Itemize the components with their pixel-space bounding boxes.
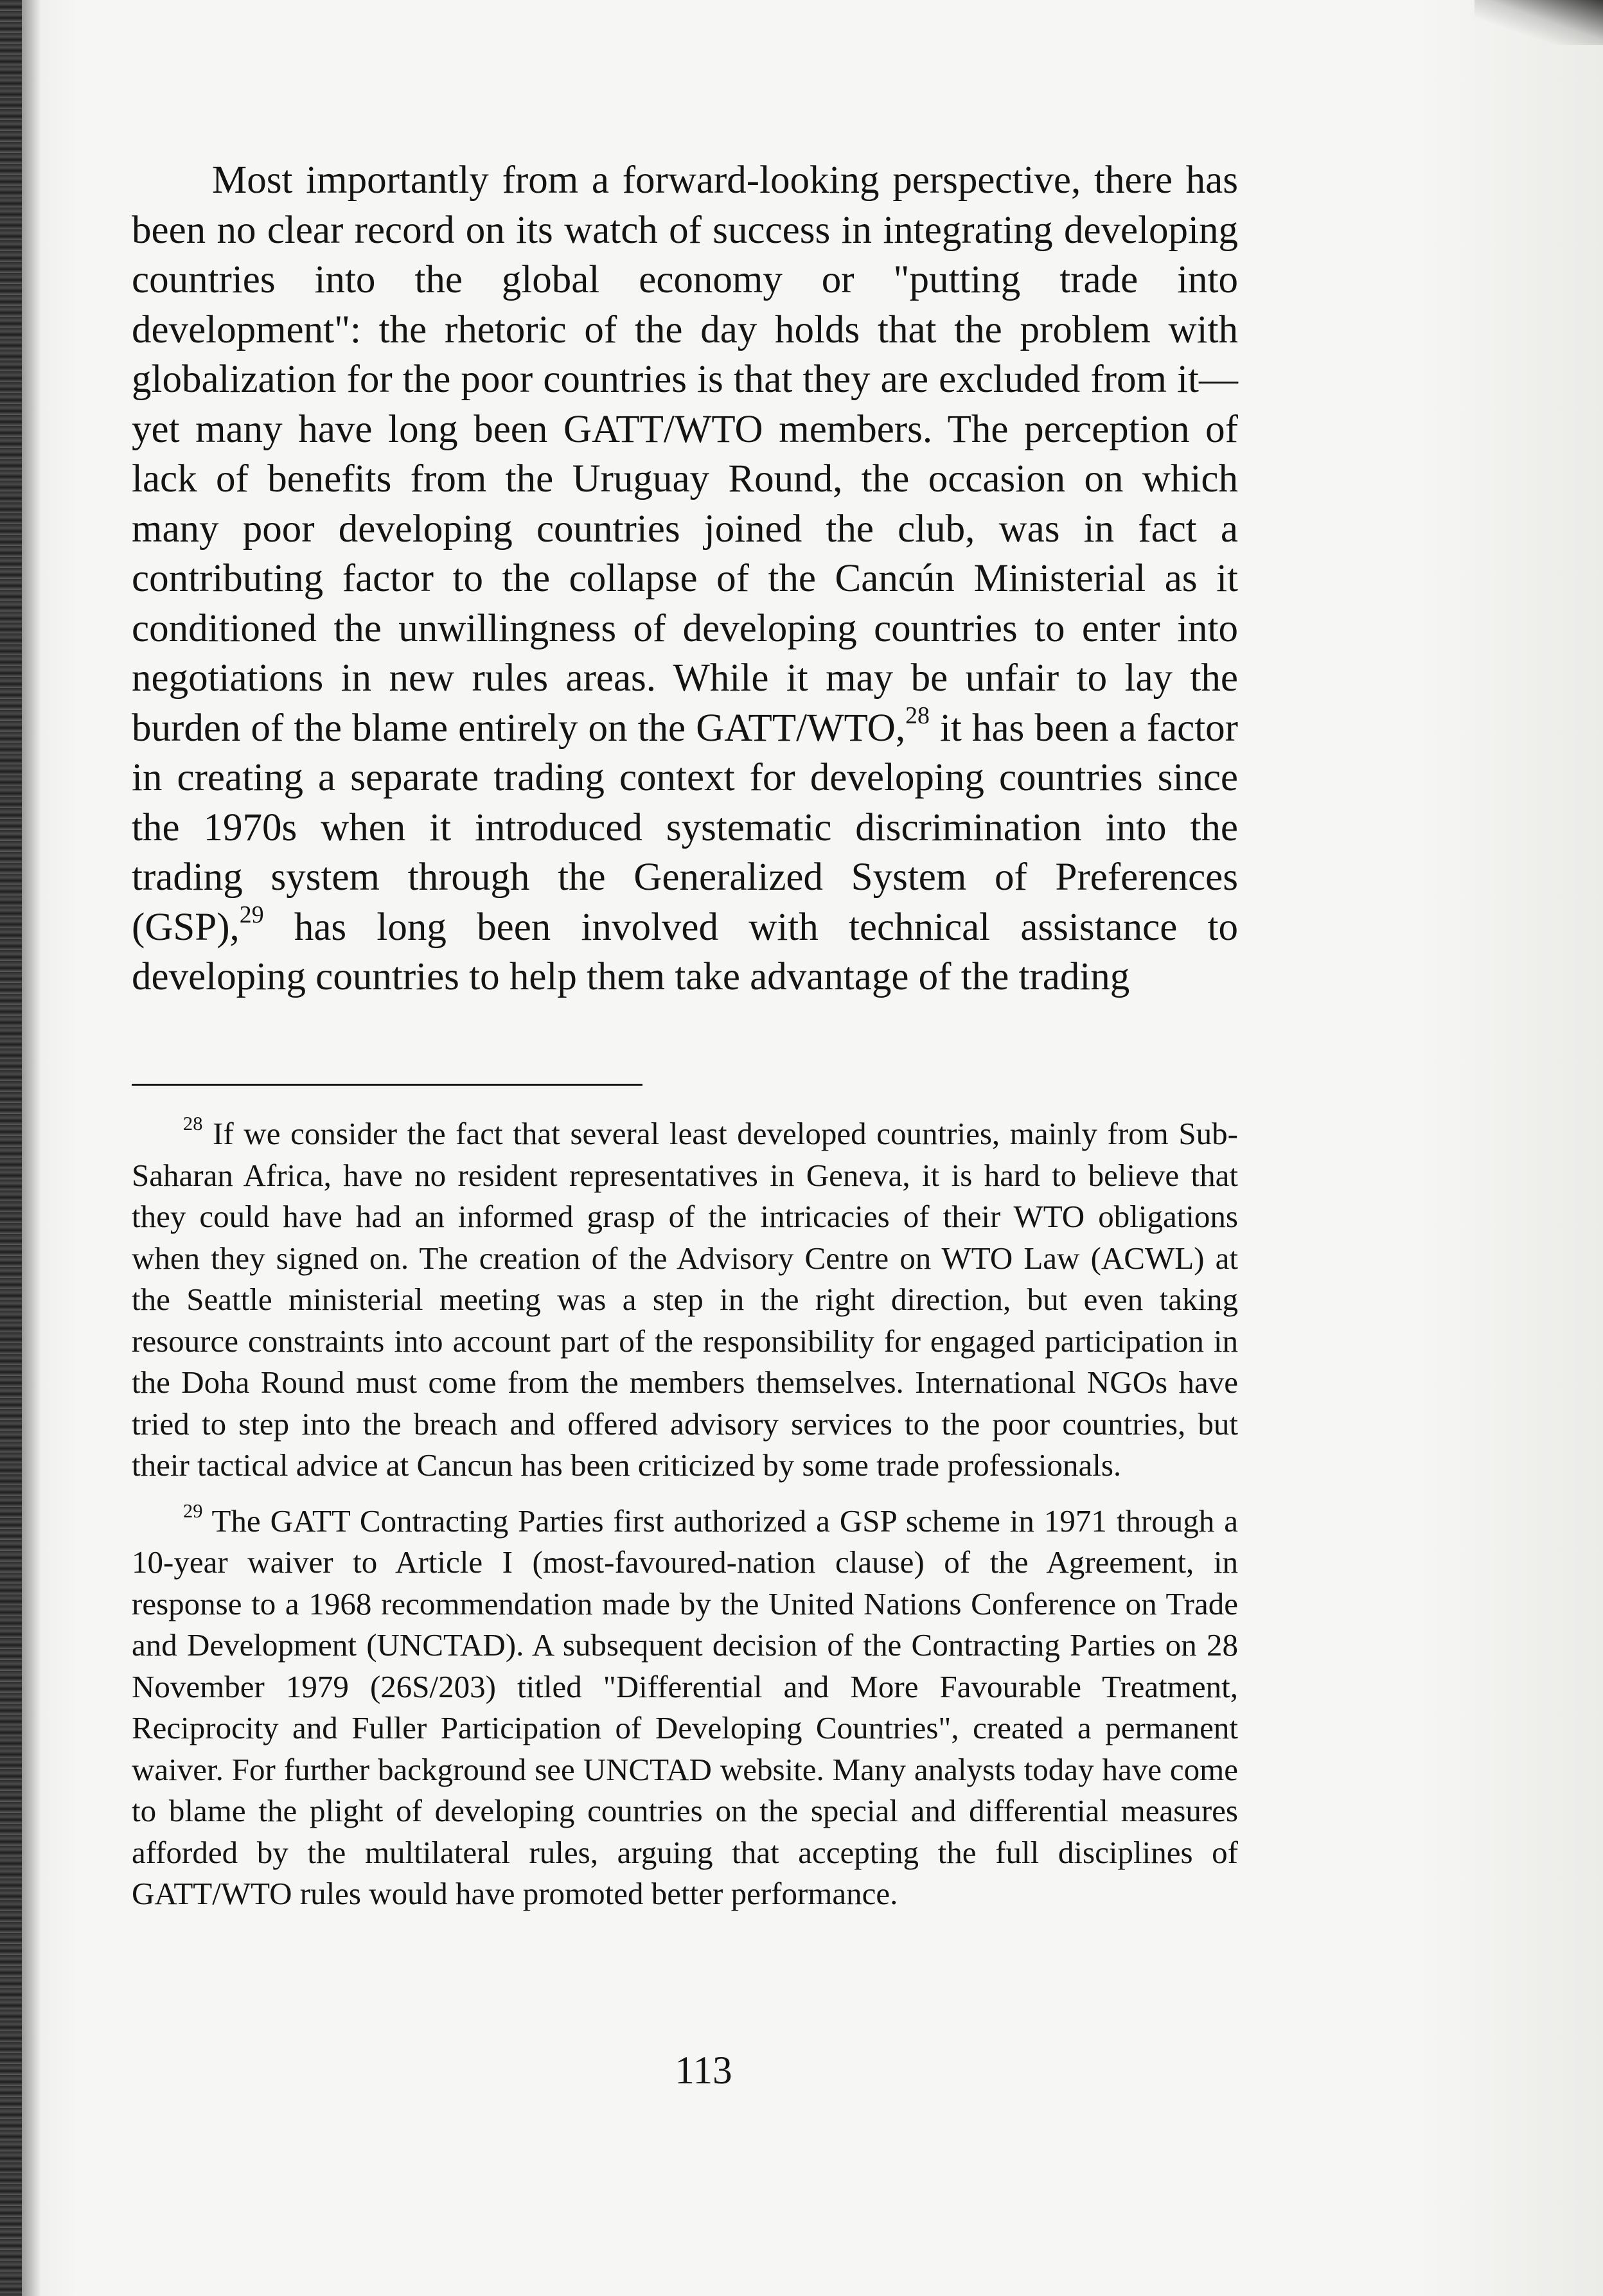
- footnote-28: [132, 1113, 1238, 1487]
- footnote-number: 28: [183, 1113, 203, 1135]
- footnote-reference-28: 28: [905, 702, 930, 729]
- binding-shadow: [22, 0, 41, 2296]
- footnote-reference-29: 29: [239, 901, 264, 928]
- paragraph-text-part-3: has long been involved with technical assistance to developing countries to help them take advantage of the trading: [132, 905, 1238, 998]
- binding-edge: [0, 0, 22, 2296]
- page-number: 113: [675, 2049, 732, 2092]
- paragraph-text-part-2: it has been a factor in creating a separate trading context for developing countries since the 1970s when it introduced systematic discrimination into the trading system through the Generalized System of Preferences (GSP),: [132, 706, 1238, 949]
- corner-shadow: [1475, 0, 1603, 45]
- footnote-number: 29: [183, 1499, 203, 1522]
- footnote-text: If we consider the fact that several least developed countries, mainly from Sub-Saharan Africa, have no resident representatives in Geneva, it is hard to believe that they could have had an informed grasp of the intricacies of their WTO obligations when they signed on. The creation of the Advisory Centre on WTO Law (ACWL) at the Seattle ministerial meeting was a step in the right direction, but even taking resource constraints into account part of the responsibility for engaged participation in the Doha Round must come from the members themselves. International NGOs have tried to step into the breach and offered advisory services to the poor countries, but their tactical advice at Cancun has been criticized by some trade professionals.: [132, 1116, 1238, 1483]
- footnotes-section: [132, 1113, 1238, 1929]
- footnote-29: [132, 1501, 1238, 1915]
- footnote-separator: [132, 1084, 642, 1086]
- footnote-text: The GATT Contracting Parties first authorized a GSP scheme in 1971 through a 10-year waiver to Article I (most-favoured-nation clause) of the Agreement, in response to a 1968 recommendation made by the United Nations Conference on Trade and Development (UNCTAD). A subsequent decision of the Contracting Parties on 28 November 1979 (26S/203) titled "Differential and More Favourable Treatment, Reciprocity and Fuller Participation of Developing Countries", created a permanent waiver. For further background see UNCTAD website. Many analysts today have come to blame the plight of developing countries on the special and differential measures afforded by the multilateral rules, arguing that accepting the full disciplines of GATT/WTO rules would have promoted better performance.: [132, 1503, 1238, 1911]
- main-paragraph: [132, 155, 1238, 1002]
- paragraph-text-part-1: Most importantly from a forward-looking perspective, there has been no clear record on its watch of success in integrating developing countries into the global economy or "putting trade into development": the rhetoric of the day holds that the problem with globalization for the poor countries is that they are excluded from it—yet many have long been GATT/WTO members. The perception of lack of benefits from the Uruguay Round, the occasion on which many poor developing countries joined the club, was in fact a contributing factor to the collapse of the Cancún Ministerial as it conditioned the unwillingness of developing countries to enter into negotiations in new rules areas. While it may be unfair to lay the burden of the blame entirely on the GATT/WTO,: [132, 159, 1238, 750]
